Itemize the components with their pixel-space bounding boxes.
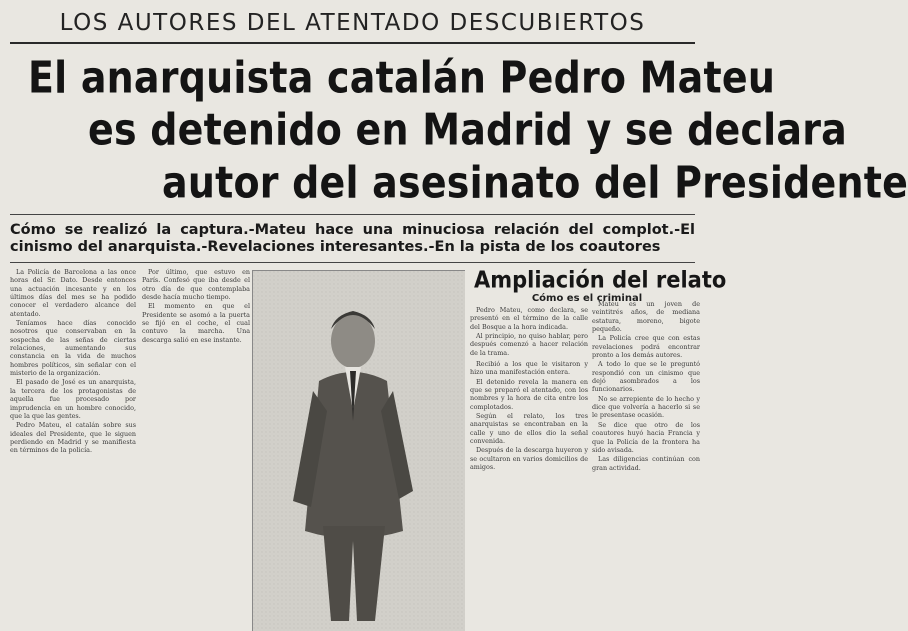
paragraph: Teníamos hace días conocido nosotros que conservaban en la sospecha de las señas de ciertas relaciones, aumentando sus constancia en la vida de muchos hombres políticos, sin señalar con el misterio de la organización.	[10, 319, 136, 378]
article-column-2	[142, 268, 250, 630]
paragraph: No se arrepiente de lo hecho y dice que volvería a hacerlo si se le presentase ocasión.	[592, 394, 700, 420]
paragraph: Después de la descarga huyeron y se ocultaron en varios domicilios de amigos.	[470, 446, 588, 472]
paragraph: Se dice que otro de los coautores huyó hacia Francia y que la Policía de la frontera ha sido avisada.	[592, 420, 700, 454]
article-column-4	[592, 300, 700, 630]
article-column-3-top	[470, 306, 588, 360]
article-column-1	[10, 268, 136, 630]
kicker-rule	[10, 42, 695, 44]
portrait-photo	[252, 270, 465, 631]
subheadline: Cómo se realizó la captura.-Mateu hace una minuciosa relación del complot.-El cinismo del anarquista.-Revelaciones interesantes.-En la pista de los coautores	[10, 222, 695, 255]
kicker-heading: LOS AUTORES DEL ATENTADO DESCUBIERTOS	[59, 10, 646, 36]
paragraph: Las diligencias continúan con gran actividad.	[592, 455, 700, 472]
article-column-3	[470, 360, 588, 630]
paragraph: El momento en que el Presidente se asomó a la puerta se fijó en el coche, el cual contuvo la marcha. Una descarga salió en ese instante.	[142, 302, 250, 344]
subhead-rule-top	[10, 214, 695, 215]
headline-line-3: autor del asesinato del Presidente	[162, 157, 908, 208]
paragraph: Mateu es un joven de veintitrés años, de mediana estatura, moreno, bigote pequeño.	[592, 300, 700, 334]
headline-line-2: es detenido en Madrid y se declara	[88, 104, 848, 155]
section-title: Ampliación del relato	[474, 266, 727, 293]
paragraph: Pedro Mateu, el catalán sobre sus ideales del Presidente, que le siguen perdiendo en Madrid y se manifiesta en términos de la policía.	[10, 421, 136, 455]
paragraph: Según el relato, los tres anarquistas se encontraban en la calle y uno de ellos dio la señal convenida.	[470, 412, 588, 446]
subhead-rule-bottom	[10, 262, 695, 263]
paragraph: Por último, que estuvo en París. Confesó que iba desde el otro día de que contemplaba desde hacía mucho tiempo.	[142, 268, 250, 302]
paragraph: Pedro Mateu, como declara, se presentó en el término de la calle del Bosque a la hora indicada.	[470, 306, 588, 331]
paragraph: La Policía cree que con estas revelaciones podrá encontrar pronto a los demás autores.	[592, 334, 700, 360]
headline-line-1: El anarquista catalán Pedro Mateu	[28, 52, 776, 103]
paragraph: El pasado de José es un anarquista, la tercera de los protagonistas de aquella fue procesado por imprudencia en un hombre conocido, que la que las gentes.	[10, 378, 136, 420]
portrait-figure-icon	[253, 271, 465, 631]
paragraph: La Policía de Barcelona a las once horas del Sr. Dato. Desde entonces una actuación incesante y en los últimos días del mes se ha podido conocer el verdadero alcance del atentado.	[10, 268, 136, 318]
section-subtitle: Cómo es el criminal	[531, 293, 643, 304]
paragraph: Recibió a los que le visitaron y hizo una manifestación entera.	[470, 360, 588, 377]
paragraph: A todo lo que se le preguntó respondió con un cinismo que dejó asombrados a los funcionarios.	[592, 360, 700, 394]
paragraph: El detenido revela la manera en que se preparó el atentado, con los nombres y la hora de cita entre los complotados.	[470, 377, 588, 411]
paragraph: Al principio, no quiso hablar, pero después comenzó a hacer relación de la trama.	[470, 332, 588, 357]
